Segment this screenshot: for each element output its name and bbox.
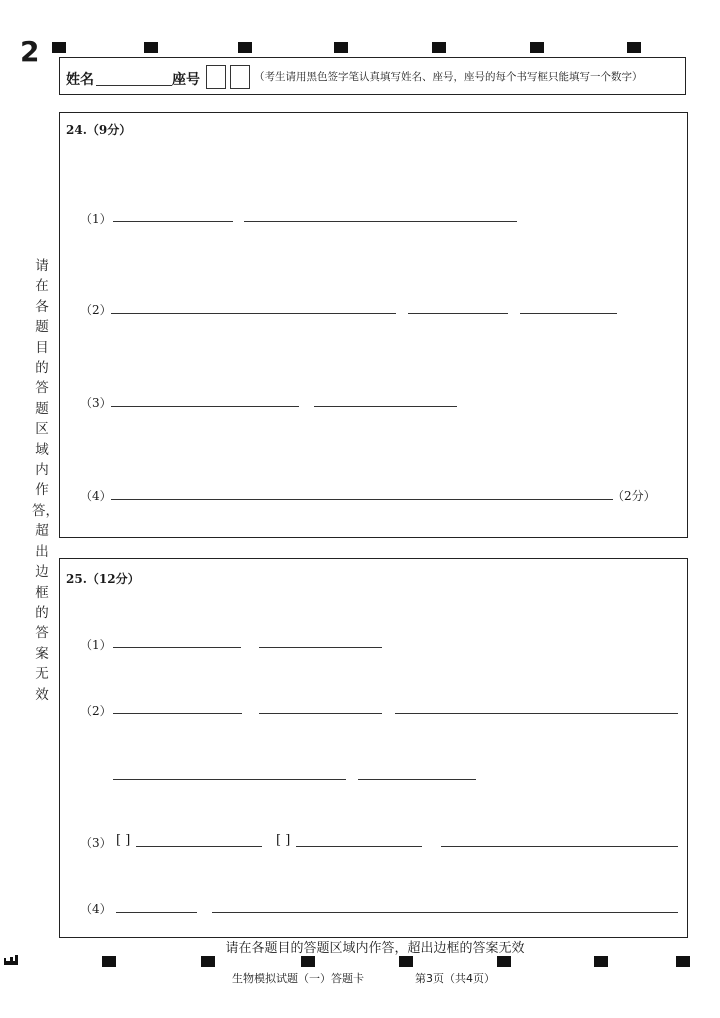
answer-line[interactable] — [113, 779, 346, 780]
answer-line[interactable] — [259, 713, 382, 714]
answer-line[interactable] — [136, 846, 262, 847]
answer-line[interactable] — [296, 846, 422, 847]
answer-line[interactable] — [113, 647, 241, 648]
question-title: 25.（12分） — [66, 572, 140, 586]
alignment-mark — [102, 956, 116, 967]
question-title: 24.（9分） — [66, 123, 132, 137]
student-info-box — [59, 57, 686, 95]
part-label: （4） — [80, 902, 112, 916]
seat-digit-box-2[interactable] — [230, 65, 250, 89]
side-note: 请在各题目的答题区域内作答，超出边框的答案无效 — [32, 258, 59, 703]
score-label: （2分） — [612, 489, 656, 503]
name-field[interactable] — [96, 85, 172, 86]
seat-label: 座号 — [172, 72, 200, 88]
alignment-mark — [201, 956, 215, 967]
answer-line[interactable] — [111, 499, 613, 500]
bracket-blank[interactable]: [ ] — [116, 833, 131, 848]
alignment-mark — [497, 956, 511, 967]
alignment-mark — [399, 956, 413, 967]
footer-title: 生物模拟试题（一）答题卡 — [232, 972, 364, 985]
header-instruction: （考生请用黑色签字笔认真填写姓名、座号，座号的每个书写框只能填写一个数字） — [254, 71, 643, 83]
answer-area-q25 — [59, 558, 688, 938]
alignment-mark — [238, 42, 252, 53]
answer-line[interactable] — [113, 713, 242, 714]
answer-line[interactable] — [358, 779, 476, 780]
answer-area-q24 — [59, 112, 688, 538]
answer-line[interactable] — [111, 406, 299, 407]
answer-line[interactable] — [113, 221, 233, 222]
answer-line[interactable] — [314, 406, 457, 407]
alignment-mark — [627, 42, 641, 53]
answer-line[interactable] — [116, 912, 197, 913]
answer-line[interactable] — [395, 713, 678, 714]
part-label: （4） — [80, 489, 112, 503]
footer-note: 请在各题目的答题区域内作答，超出边框的答案无效 — [225, 941, 525, 956]
part-label: （1） — [80, 212, 112, 226]
answer-line[interactable] — [111, 313, 396, 314]
answer-line[interactable] — [212, 912, 678, 913]
answer-line[interactable] — [244, 221, 517, 222]
part-label: （2） — [80, 704, 112, 718]
alignment-mark — [144, 42, 158, 53]
page-number: 2 — [20, 35, 40, 68]
alignment-mark — [334, 42, 348, 53]
alignment-mark — [594, 956, 608, 967]
part-label: （2） — [80, 303, 112, 317]
alignment-mark — [52, 42, 66, 53]
answer-line[interactable] — [408, 313, 508, 314]
alignment-mark — [432, 42, 446, 53]
answer-line[interactable] — [520, 313, 617, 314]
answer-line[interactable] — [441, 846, 678, 847]
alignment-mark — [301, 956, 315, 967]
part-label: （1） — [80, 638, 112, 652]
seat-digit-box-1[interactable] — [206, 65, 226, 89]
answer-line[interactable] — [259, 647, 382, 648]
part-label: （3） — [80, 396, 112, 410]
corner-mark-icon — [4, 955, 20, 965]
footer-page-number: 第3页（共4页） — [415, 972, 495, 985]
bracket-blank[interactable]: [ ] — [276, 833, 291, 848]
part-label: （3） — [80, 836, 112, 850]
alignment-mark — [676, 956, 690, 967]
alignment-mark — [530, 42, 544, 53]
name-label: 姓名 — [66, 72, 94, 88]
